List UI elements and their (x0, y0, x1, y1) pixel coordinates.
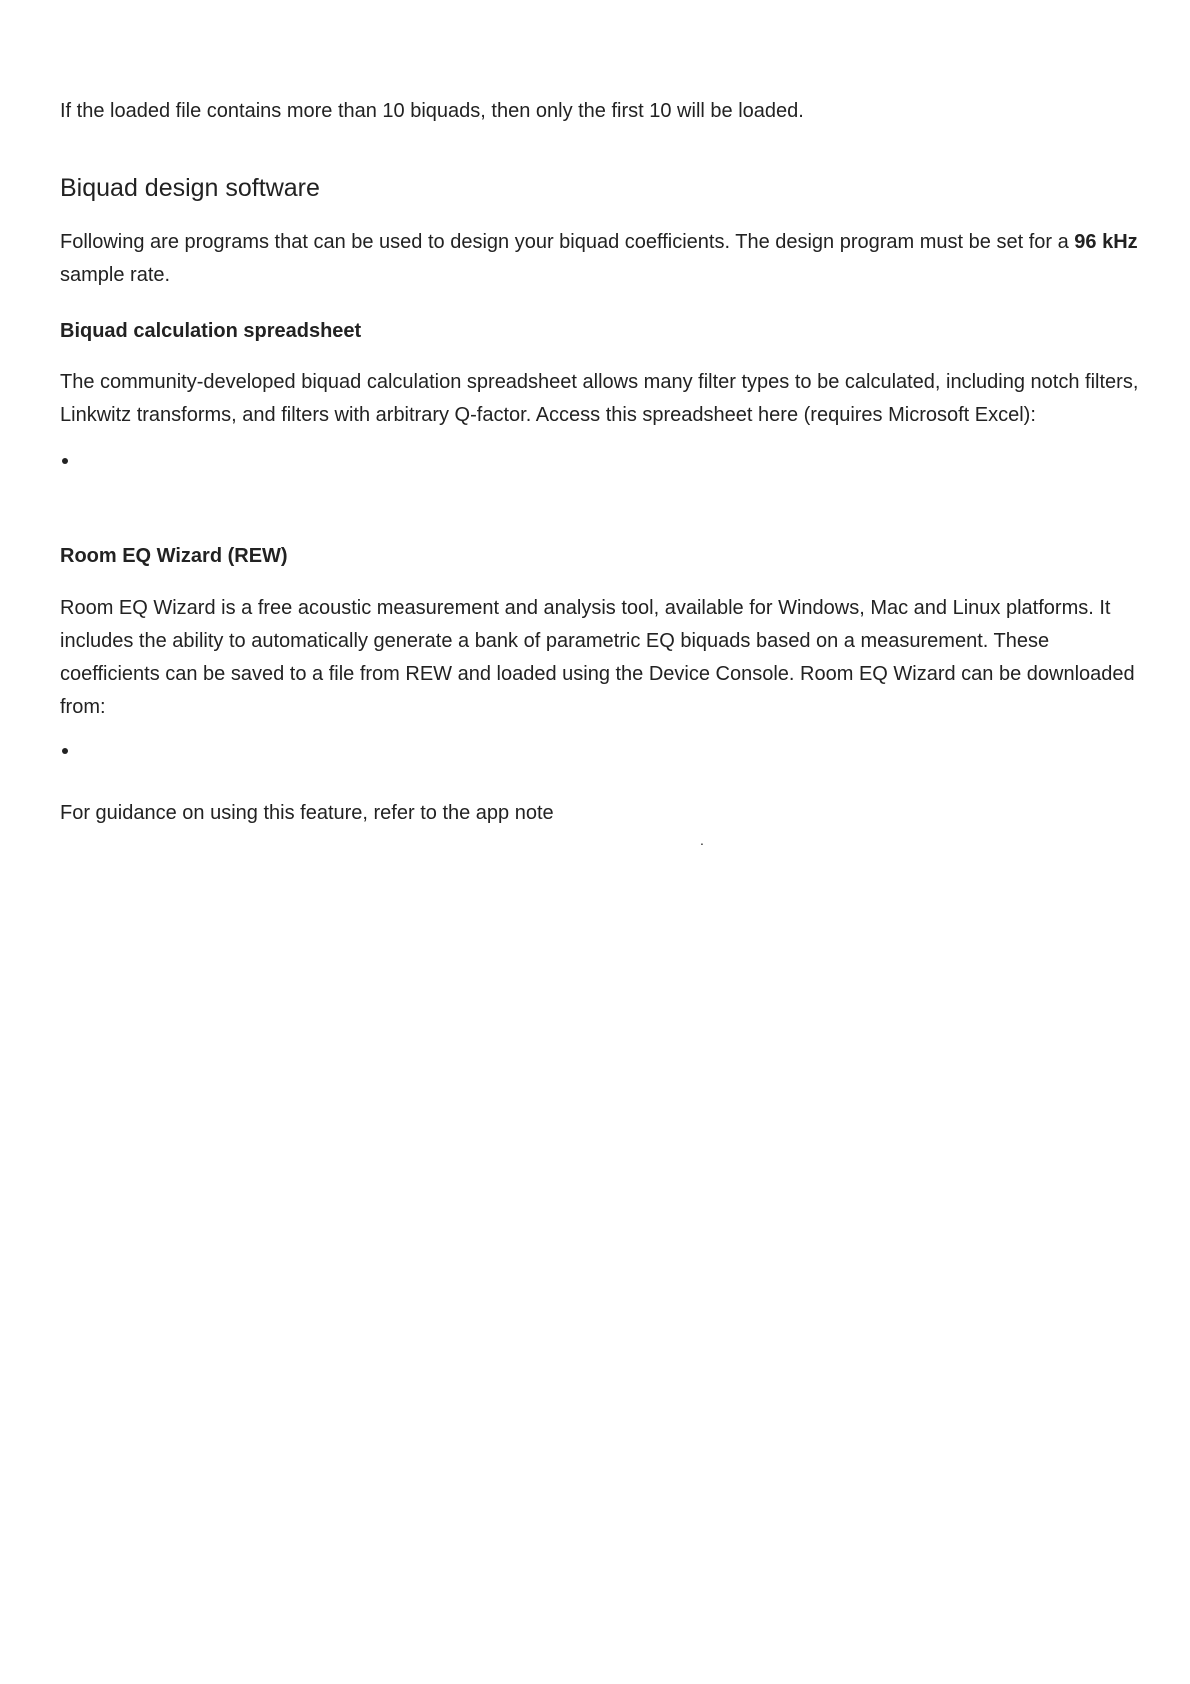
subheading-rew: Room EQ Wizard (REW) (60, 545, 288, 567)
subheading-spreadsheet: Biquad calculation spreadsheet (60, 320, 362, 342)
section-heading-biquad-design: Biquad design software (60, 174, 320, 202)
trailing-period: . (700, 832, 704, 848)
biquad-design-text-before: Following are programs that can be used to design your biquad coefficients. The design program must be set for a (60, 231, 1075, 253)
spreadsheet-paragraph: The community-developed biquad calculation spreadsheet allows many filter types to be calculated, including notch filters, Linkwitz transforms, and filters with arbitrary Q-factor. Access this spreadsheet here (requires Microsoft Excel): (60, 371, 1139, 426)
rew-paragraph: Room EQ Wizard is a free acoustic measurement and analysis tool, available for Windows, Mac and Linux platforms. It includes the ability to automatically generate a bank of parametric EQ biquads based on a measurement. These coefficients can be saved to a file from REW and loaded using the Device Console. Room EQ Wizard can be downloaded from: (60, 597, 1135, 718)
biquad-design-text-after: sample rate. (60, 264, 171, 286)
sample-rate-bold: 96 kHz (1074, 231, 1138, 253)
intro-paragraph: If the loaded file contains more than 10 biquads, then only the first 10 will be loaded. (60, 100, 804, 122)
biquad-design-paragraph (60, 226, 1140, 292)
guidance-paragraph: For guidance on using this feature, refer to the app note (60, 802, 554, 824)
list-bullet (62, 458, 68, 464)
list-bullet (62, 748, 68, 754)
